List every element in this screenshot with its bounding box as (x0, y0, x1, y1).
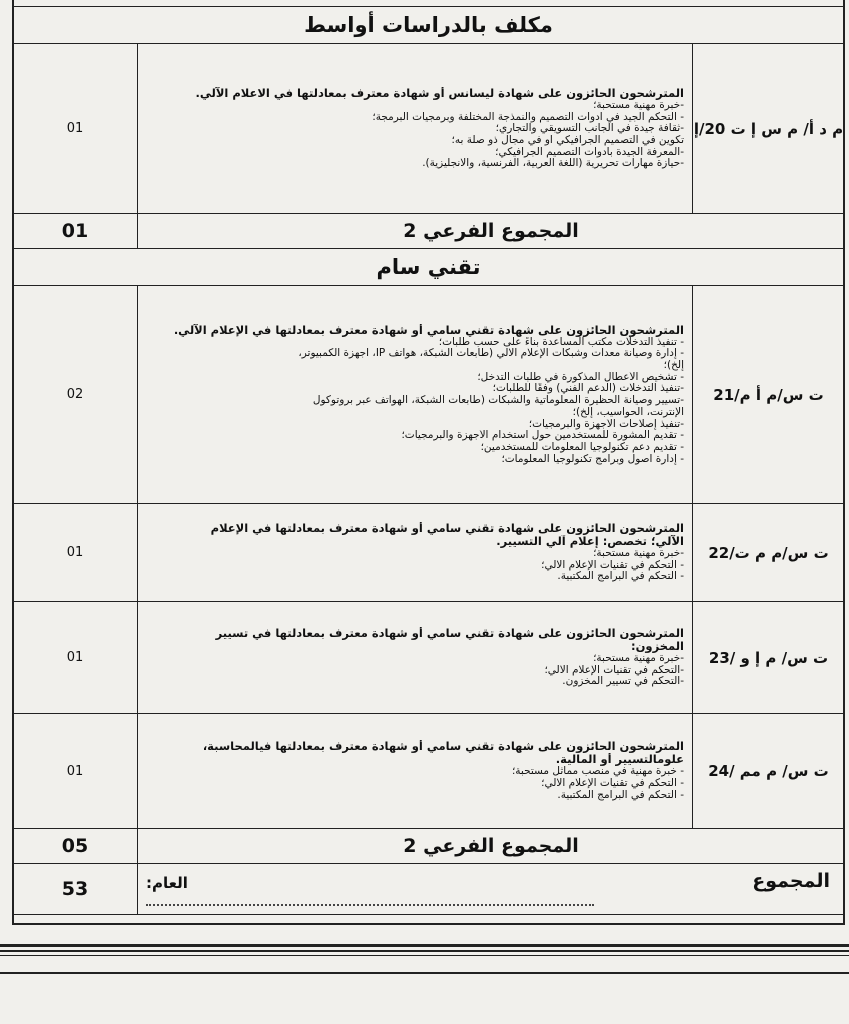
requirement-line: -المعرفة الجيدة بأدوات التصميم الجرافيكي؛ (495, 146, 684, 158)
requirement-line: -التحكم في تقنيات الإعلام الآلي؛ (544, 664, 684, 676)
requirements-cell (138, 44, 693, 214)
requirement-line: المترشحون الحائزون على شهادة تقني سامي أو شهادة معترف بمعادلتها في الإعلام (210, 521, 684, 535)
section-header-bachelor (13, 7, 845, 44)
table-row (13, 286, 845, 504)
subtotal-label: المجموع الفرعي 2 (138, 829, 845, 864)
total-label: المجموع (752, 870, 830, 892)
requirement-line: المترشحون الحائزون على شهادة تقني سامي أو شهادة معترف بمعادلتها فيالمحاسبة، (202, 740, 684, 754)
position-code: م د أ/ م س إ ت 20/إ (693, 44, 845, 214)
requirement-line: -خبرة مهنية مستحبة؛ (593, 99, 684, 111)
requirement-line: - التحكم في البرامج المكتبية. (557, 571, 684, 583)
total-value: 53 (13, 864, 138, 915)
table-row (13, 714, 845, 829)
total-label-cell (138, 864, 845, 915)
section-title: مكلف بالدراسات أواسط (13, 7, 845, 44)
subtotal-value: 01 (13, 214, 138, 249)
requirement-line: الإنترنت، الحواسيب، إلخ)؛ (572, 406, 684, 418)
requirement-line: -حيازة مهارات تحريرية (اللغة العربية، الفرنسية، والانجليزية). (422, 158, 684, 170)
subtotal-row (13, 214, 845, 249)
requirements-cell (138, 286, 693, 504)
requirements-cell (138, 602, 693, 714)
requirement-line: - إدارة أصول وبرامج تكنولوجيا المعلومات؛ (501, 453, 684, 465)
position-code: ت س/ م مم /24 (693, 714, 845, 829)
section-title: تقني سام (13, 249, 845, 286)
position-count: 02 (13, 286, 138, 504)
requirement-line: تكوين في التصميم الجرافيكي أو في مجال ذو صلة به؛ (451, 135, 684, 146)
requirement-line: - التحكم في البرامج المكتبية. (557, 789, 684, 801)
position-count: 01 (13, 714, 138, 829)
position-count: 01 (13, 44, 138, 214)
requirement-line: - تنفيذ التدخلات مكتب المساعدة بناءً على حسب طلبات؛ (438, 336, 684, 348)
total-general-label: العام: (146, 874, 188, 892)
requirements-cell (138, 504, 693, 602)
dotted-line (146, 903, 594, 906)
position-code: ت س/ م إ و /23 (693, 602, 845, 714)
requirement-line: - تشخيص الأعطال المذكورة في طلبات التدخل؛ (477, 371, 684, 383)
requirement-line: - التحكم في تقنيات الإعلام الآلي؛ (541, 778, 684, 790)
subtotal-value: 05 (13, 829, 138, 864)
requirement-line: الآلي؛ تخصص: إعلام آلي التسيير. (496, 534, 684, 548)
requirements-cell (138, 714, 693, 829)
requirement-line: -خبرة مهنية مستحبة؛ (593, 547, 684, 559)
requirement-line: إلخ)؛ (663, 360, 684, 372)
requirement-line: -تنفيذ التدخلات (الدعم الفني) وفقًا للطلبات؛ (492, 383, 684, 395)
requirement-line: المترشحون الحائزون على شهادة تقني سامي أو شهادة معترف بمعادلتها في الإعلام الآلي. (173, 323, 684, 337)
requirement-line: -ثقافة جيدة في الجانب التسويقي والتجاري؛ (495, 123, 684, 135)
requirement-line: - تقديم دعم تكنولوجيا المعلومات للمستخدمين؛ (480, 441, 684, 453)
requirement-line: المخزون: (631, 639, 684, 653)
table-row (13, 44, 845, 214)
requirement-line: - خبرة مهنية في منصب مماثل مستحبة؛ (511, 766, 684, 778)
requirement-line: - التحكم في تقنيات الإعلام الآلي؛ (541, 559, 684, 571)
requirement-line: -خبرة مهنية مستحبة؛ (593, 652, 684, 664)
requirement-line: - التحكم الجيد في أدوات التصميم والنمذجة المختلفة وبرمجيات البرمجة؛ (372, 111, 684, 123)
position-count: 01 (13, 504, 138, 602)
requirement-line: - إدارة وصيانة معدات وشبكات الإعلام الآلي (طابعات الشبكة، هواتف IP، أجهزة الكمبيوتر، (298, 348, 684, 360)
requirement-line: - تقديم المشورة للمستخدمين حول استخدام الأجهزة والبرمجيات؛ (401, 430, 684, 442)
subtotal-label: المجموع الفرعي 2 (138, 214, 845, 249)
requirement-line: المترشحون الحائزون على شهادة ليسانس أو شهادة معترف بمعادلتها في الاعلام الآلي. (195, 86, 684, 100)
table-row (13, 602, 845, 714)
requirement-line: -تنفيذ إصلاحات الأجهزة والبرمجيات؛ (528, 418, 684, 430)
positions-table (12, 6, 845, 915)
requirement-line: -التحكم في تسيير المخزون. (562, 676, 684, 688)
requirement-line: المترشحون الحائزون على شهادة تقني سامي أو شهادة معترف بمعادلتها في تسيير (215, 626, 684, 640)
table-row (13, 504, 845, 602)
position-count: 01 (13, 602, 138, 714)
subtotal-row (13, 829, 845, 864)
requirement-line: -تسيير وصيانة الحظيرة المعلوماتية والشبكات (طابعات الشبكة، الهواتف عبر بروتوكول (312, 395, 684, 407)
total-row (13, 864, 845, 915)
position-code: ت س/م م ت/22 (693, 504, 845, 602)
requirement-line: علومالتسيير أو المالية. (555, 753, 684, 767)
position-code: ت س/م أ م/21 (693, 286, 845, 504)
footer-rule (0, 944, 849, 974)
section-header-senior (13, 249, 845, 286)
